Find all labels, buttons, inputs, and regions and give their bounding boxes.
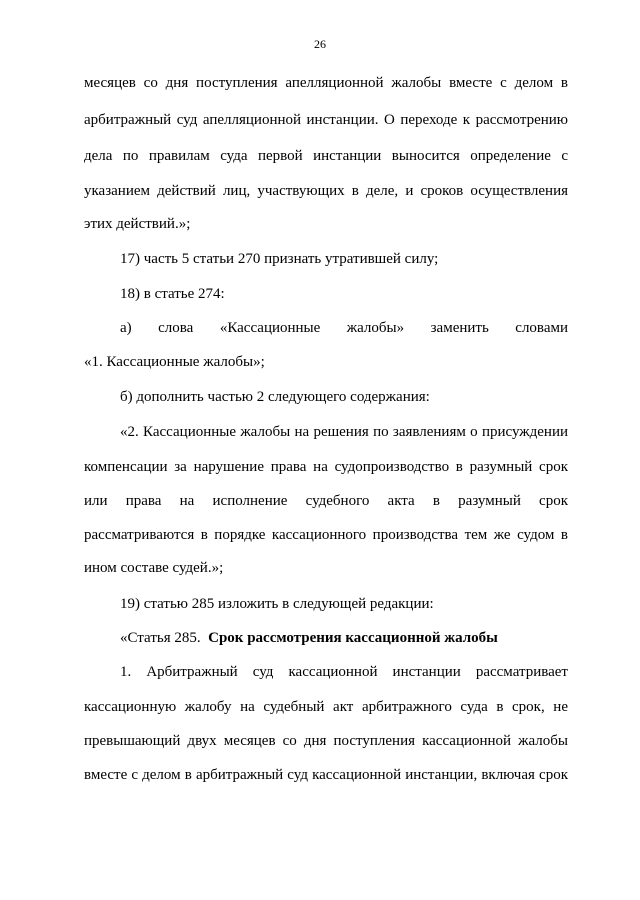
text-line: или права на исполнение судебного акта в разумный срок: [84, 493, 568, 509]
text-line: арбитражный суд апелляционной инстанции. О переходе к рассмотрению: [84, 112, 568, 128]
list-item-17: 17) часть 5 статьи 270 признать утратившей силу;: [120, 251, 439, 267]
list-item-19: 19) статью 285 изложить в следующей редакции:: [120, 596, 434, 612]
article-heading: [120, 628, 568, 648]
text-line: указанием действий лиц, участвующих в деле, и сроков осуществления: [84, 183, 568, 199]
article-heading-title: Срок рассмотрения кассационной жалобы: [208, 630, 498, 646]
text-line: кассационную жалобу на судебный акт арбитражного суда в срок, не: [84, 699, 568, 715]
text-line: «1. Кассационные жалобы»;: [84, 354, 265, 370]
text-line: вместе с делом в арбитражный суд кассационной инстанции, включая срок: [84, 767, 568, 783]
text-line: превышающий двух месяцев со дня поступления кассационной жалобы: [84, 733, 568, 749]
sub-item-b: б) дополнить частью 2 следующего содержания:: [120, 389, 430, 405]
list-item-18: 18) в статье 274:: [120, 286, 225, 302]
page-number: 26: [314, 37, 326, 51]
quoted-paragraph-line: «2. Кассационные жалобы на решения по заявлениям о присуждении: [120, 424, 568, 440]
text-line: рассматриваются в порядке кассационного производства тем же судом в: [84, 527, 568, 543]
text-line: этих действий.»;: [84, 216, 191, 232]
text-line: месяцев со дня поступления апелляционной жалобы вместе с делом в: [84, 75, 568, 91]
article-heading-prefix: «Статья 285.: [120, 630, 201, 646]
text-line: ином составе судей.»;: [84, 560, 224, 576]
text-line: компенсации за нарушение права на судопроизводство в разумный срок: [84, 459, 568, 475]
text-line: дела по правилам суда первой инстанции выносится определение с: [84, 148, 568, 164]
article-paragraph-line: 1. Арбитражный суд кассационной инстанции рассматривает: [120, 664, 568, 680]
sub-item-a: а) слова «Кассационные жалобы» заменить словами: [120, 320, 568, 336]
